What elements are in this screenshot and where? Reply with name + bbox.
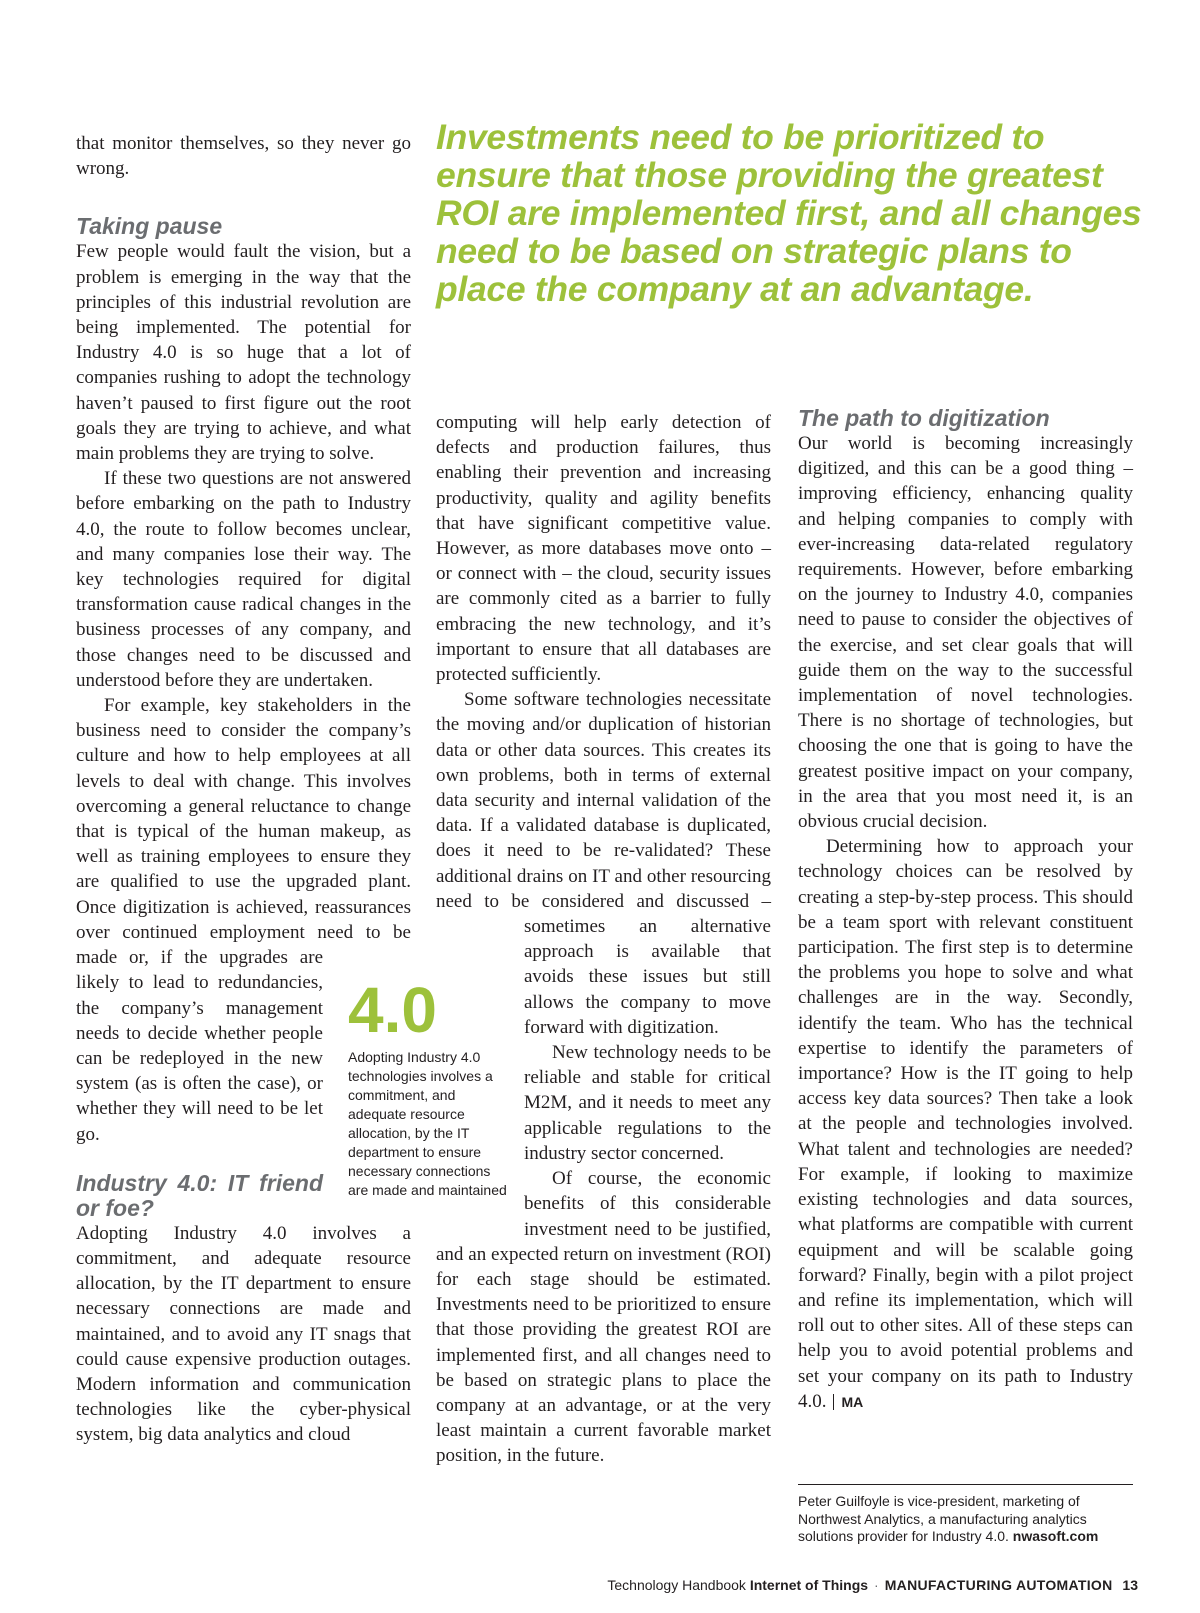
column-3 <box>798 406 1133 1415</box>
footer-topic: Internet of Things <box>749 1577 869 1593</box>
pull-callout: Investments need to be prioritized to ensure that those providing the greatest ROI are implemented first, and all changes need to be based on strategic plans to place the company at an advantage. <box>436 117 1142 309</box>
page-footer <box>607 1577 1138 1593</box>
subhead-taking-pause: Taking pause <box>76 213 223 240</box>
column-1 <box>76 131 411 1448</box>
paragraph: Some software technologies necessitate the moving and/or duplication of historian data or other data sources. This creates its own problems, both in terms of external data security and internal validation of the data. If a validated database is duplicated, does it need to be re-validated? These additional drains on IT and other resourcing need to be considered and discussed – sometimes an alternative approach is available that avoids these issues but still allows the company to move forward with digitization. <box>436 687 771 1040</box>
author-initials: MA <box>833 1394 864 1410</box>
paragraph: Few people would fault the vision, but a problem is emerging in the way that the principles of this industrial revolution are being implemented. The potential for Industry 4.0 is so huge that a lot of companies rushing to adopt the technology haven’t paused to first figure out the root goals they are trying to achieve, and what main problems they are trying to solve. <box>76 241 411 465</box>
paragraph: computing will help early detection of defects and production failures, thus enabling their prevention and increasing productivity, quality and agility benefits that have significant competitive value. However, as more databases move onto – or connect with – the cloud, security issues are commonly cited as a barrier to fully embracing the new technology, and it’s important to ensure that all databases are protected sufficiently. <box>436 412 771 686</box>
bio-divider <box>798 1484 1133 1485</box>
paragraph: Adopting Industry 4.0 involves a commitment, and adequate resource allocation, by the IT department to ensure necessary connections are made and maintained, and to avoid any IT snags that could cause expensive production outages. Modern information and communication technologies like the cyber-physical system, big data analytics and cloud <box>76 1222 411 1446</box>
paragraph: New technology needs to be reliable and stable for critical M2M, and it needs to meet any applicable regulations to the industry sector concerned. <box>524 1042 771 1164</box>
bio-url: nwasoft.com <box>1012 1528 1099 1544</box>
footer-magazine: MANUFACTURING AUTOMATION <box>884 1577 1113 1593</box>
bio-text: Peter Guilfoyle is vice-president, marketing of Northwest Analytics, a manufacturing analytics solutions provider for Industry 4.0. <box>798 1493 1087 1544</box>
paragraph: For example, key stakeholders in the business need to consider the company’s culture and how to help employees at all levels to deal with change. This involves overcoming a general reluctance to change that is typical of the human makeup, as well as training employees to ensure they are qualified to use the upgraded plant. Once digitization is achieved, reassurances over continued employment need to be made or, if the upgrades are likely to lead to redundancies, the company’s management needs to decide whether people can be redeployed in the new system (as is often the case), or whether they will need to be let go. <box>76 693 411 1147</box>
subhead-it-friend-or-foe: Industry 4.0: IT friend or foe? <box>76 1169 323 1221</box>
paragraph-text: Determining how to approach your technology choices can be resolved by creating a step-by-step process. This should be a team sport with relevant constituent participation. The first step is to determine the problems you hope to solve and what challenges are in the way. Secondly, identify the team. Who has the technical expertise to identify the parameters of importance? How is the IT going to help access key data sources? Then take a look at the people and technologies involved. What talent and technologies are needed? For example, if looking to maximize existing technologies and data sources, what platforms are compatible with current equipment and will be scalable going forward? Finally, begin with a pilot project and refine its implementation, which will roll out to other sites. All of these steps can help you to avoid potential problems and set your company on its path to Industry 4.0. <box>798 836 1133 1412</box>
paragraph <box>798 834 1133 1415</box>
subhead-path-to-digitization: The path to digitization <box>798 405 1050 431</box>
pull-quote-wrap-space <box>436 918 524 1218</box>
paragraph: Our world is becoming increasingly digitized, and this can be a good thing – improving efficiency, enhancing quality and helping companies to comply with ever-increasing data-related regulatory requirements. However, before embarking on the journey to Industry 4.0, companies need to pause to consider the objectives of the exercise, and set clear goals that will guide them on the way to the successful implementation of novel technologies. There is no shortage of technologies, but choosing the one that is going to have the greatest positive impact on your company, in the area that you most need it, is an obvious crucial decision. <box>798 433 1133 833</box>
pull-quote-number: 4.0 <box>348 974 437 1046</box>
paragraph: Of course, the economic benefits of this considerable investment need to be justified, and an expected return on investment (ROI) for each stage should be estimated. Investments need to be prioritized to ensure that those providing the greatest ROI are implemented first, and all changes need to be based on strategic plans to place the company at an advantage, or at the very least maintain a current favorable market position, in the future. <box>436 1168 771 1467</box>
paragraph: that monitor themselves, so they never go wrong. <box>76 133 411 180</box>
footer-separator-dot: · <box>874 1577 879 1593</box>
footer-handbook: Technology Handbook <box>607 1577 746 1593</box>
paragraph: If these two questions are not answered before embarking on the path to Industry 4.0, the route to follow becomes unclear, and many companies lose their way. The key technologies required for digital transformation cause radical changes in the business processes of any company, and those changes need to be discussed and understood before they are undertaken. <box>76 468 411 691</box>
author-bio <box>798 1493 1143 1546</box>
page-number: 13 <box>1122 1577 1138 1593</box>
column-2 <box>436 410 771 1469</box>
pull-quote-text: Adopting Industry 4.0 technologies involves a commitment, and adequate resource allocation, by the IT department to ensure necessary connections are made and maintained <box>348 1049 507 1198</box>
